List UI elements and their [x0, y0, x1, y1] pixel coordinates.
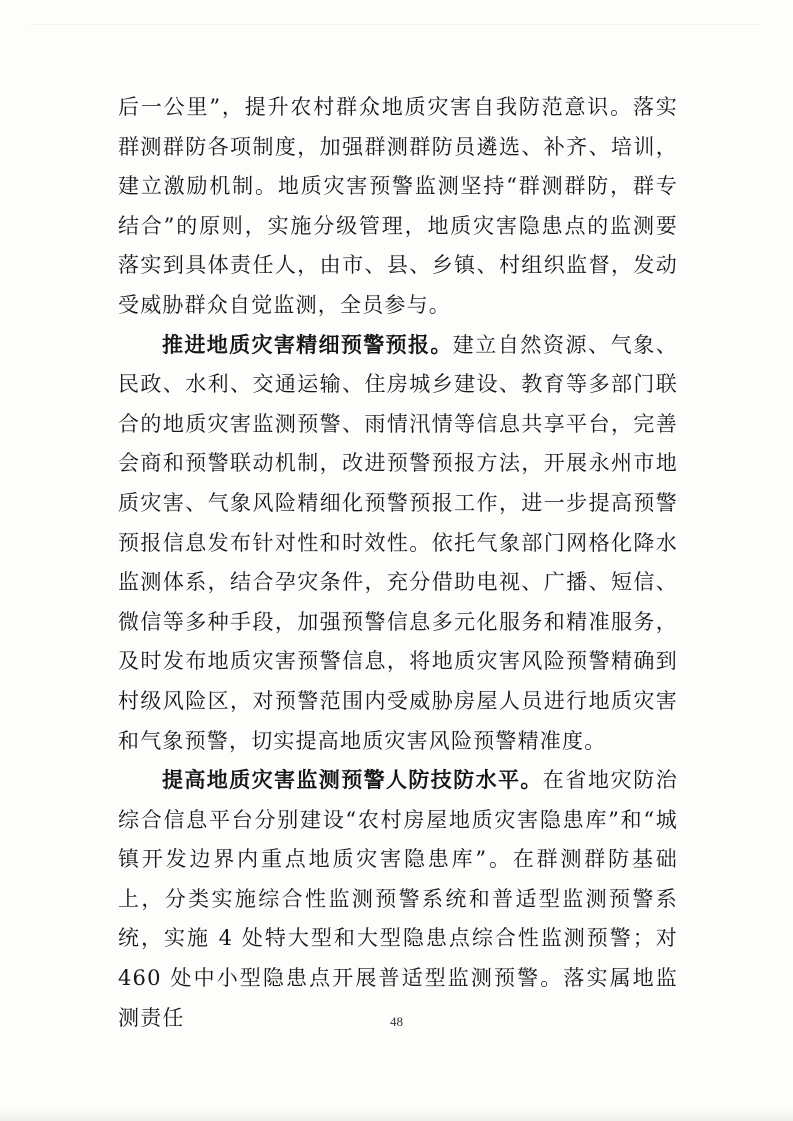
paragraph-3	[118, 761, 678, 1038]
paragraph-1	[118, 88, 678, 326]
paragraph-2-heading: 推进地质灾害精细预警预报。	[162, 332, 453, 357]
scan-edge-shadow	[0, 1107, 793, 1121]
page-number: 48	[390, 1014, 403, 1029]
paragraph-3-text: 在省地灾防治综合信息平台分别建设“农村房屋地质灾害隐患库”和“城镇开发边界内重点地质灾害隐患库”。在群测群防基础上，分类实施综合性监测预警系统和普适型监测预警系统，实施 4 处特大型和大型隐患点综合性监测预警；对 460 处中小型隐患点开展普适型监测预警。落实属地监测责任	[118, 768, 678, 1030]
paragraph-1-text: 后一公里”，提升农村群众地质灾害自我防范意识。落实群测群防各项制度，加强群测群防员遴选、补齐、培训，建立激励机制。地质灾害预警监测坚持“群测群防，群专结合”的原则，实施分级管理，地质灾害隐患点的监测要落实到具体责任人，由市、县、乡镇、村组织监督，发动受威胁群众自觉监测，全员参与。	[118, 95, 678, 317]
paragraph-2	[118, 326, 678, 762]
document-body	[118, 88, 678, 1038]
paragraph-3-heading: 提高地质灾害监测预警人防技防水平。	[162, 768, 543, 793]
scan-artifact-line	[30, 24, 760, 25]
paragraph-2-text: 建立自然资源、气象、民政、水利、交通运输、住房城乡建设、教育等多部门联合的地质灾害监测预警、雨情汛情等信息共享平台，完善会商和预警联动机制，改进预警预报方法，开展永州市地质灾害、气象风险精细化预警预报工作，进一步提高预警预报信息发布针对性和时效性。依托气象部门网格化降水监测体系，结合孕灾条件，充分借助电视、广播、短信、微信等多种手段，加强预警信息多元化服务和精准服务，及时发布地质灾害预警信息，将地质灾害风险预警精确到村级风险区，对预警范围内受威胁房屋人员进行地质灾害和气象预警，切实提高地质灾害风险预警精准度。	[118, 332, 679, 753]
